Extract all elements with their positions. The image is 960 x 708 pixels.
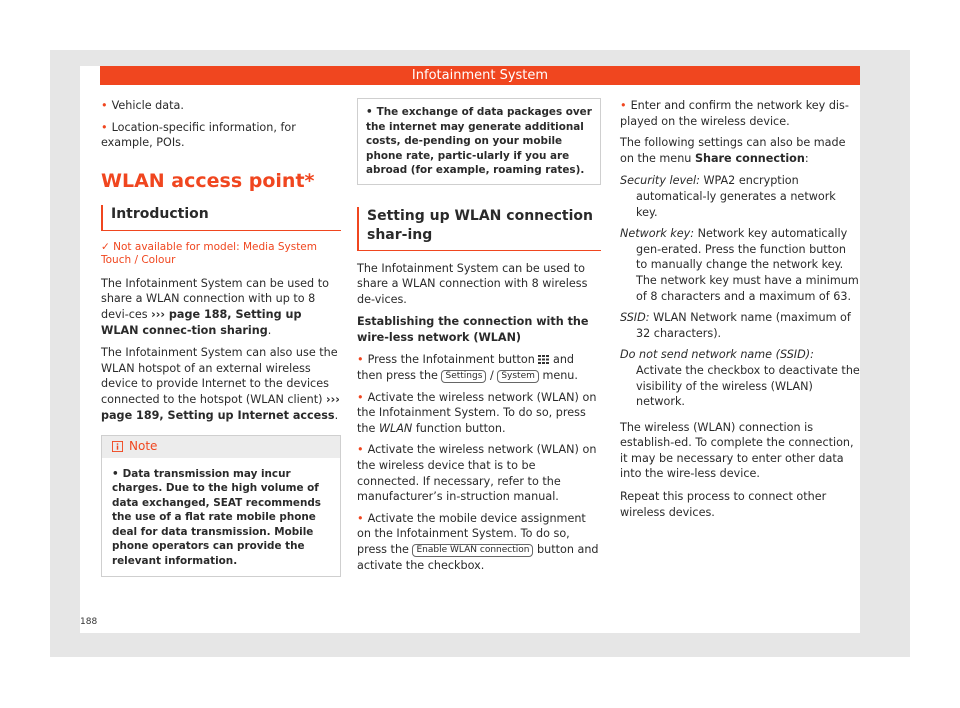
paragraph: The Infotainment System can be used to share a WLAN connection with 8 wireless de-vices.	[357, 261, 588, 306]
subsection-heading: Setting up WLAN connection shar-ing	[357, 207, 601, 251]
note-box	[101, 435, 341, 577]
wlan-function-label: WLAN	[378, 421, 413, 435]
definition-term: Security level:	[620, 174, 700, 188]
list-item: • Location-specific information, for example, POIs.	[101, 120, 296, 150]
definition-item	[620, 310, 860, 341]
page-reference-link[interactable]: ››› page 189, Setting up Internet access	[101, 392, 340, 422]
column-right	[620, 98, 860, 527]
list-item: • Vehicle data.	[101, 99, 184, 112]
paragraph: The Infotainment System can also use the WLAN hotspot of an external wireless device to provide Internet to the devices connected to the hotspot (WLAN client) ››› page 189, Setting up Internet access.	[101, 346, 340, 422]
list-item: • Activate the mobile device assignment on the Infotainment System. To do so, press the Enable WLAN connection button and activate the checkbox.	[357, 511, 599, 572]
note-label: Note	[129, 439, 158, 454]
paragraph: The Infotainment System can be used to share a WLAN connection with up to 8 devi-ces ››› page 188, Setting up WLAN connec-tion sharing.	[101, 276, 329, 337]
list-item: • Activate the wireless network (WLAN) on the Infotainment System. To do so, press the WLAN function button.	[357, 390, 597, 435]
bullet-icon: •	[357, 390, 364, 404]
note-header	[102, 436, 340, 458]
subsection-heading: Introduction	[101, 205, 341, 231]
list-item: • Activate the wireless network (WLAN) on the wireless device that is to be connected. If necessary, refer to the manufacturer’s in-struction manual.	[357, 443, 597, 504]
availability-note: ✓ Not available for model: Media System Touch / Colour	[101, 240, 317, 267]
header-bar	[100, 66, 860, 85]
bullet-icon: •	[366, 106, 373, 118]
definition-item	[620, 173, 860, 220]
definition-item	[620, 226, 860, 304]
definition-term: SSID:	[620, 311, 650, 325]
header-title: Infotainment System	[411, 68, 549, 83]
section-title: WLAN access point*	[101, 169, 315, 192]
column-left	[101, 98, 341, 577]
definition-term: Do not send network name (SSID):	[620, 348, 814, 362]
list-item: • Press the Infotainment button and then press the Settings / System menu.	[357, 353, 578, 383]
definition-desc: Activate the checkbox to deactivate the visibility of the wireless (WLAN) network.	[636, 363, 860, 409]
page-reference-link[interactable]: ››› page 188, Setting up WLAN connec-tion sharing	[101, 307, 302, 337]
info-icon	[112, 441, 123, 452]
definition-item	[620, 347, 860, 409]
enable-wlan-connection-button[interactable]: Enable WLAN connection	[412, 544, 533, 557]
column-middle	[357, 98, 601, 579]
definition-desc: WLAN Network name (maximum of 32 characters).	[636, 311, 851, 340]
bullet-icon: •	[101, 120, 108, 134]
bold-heading: Establishing the connection with the wire-less network (WLAN)	[357, 315, 589, 344]
note-body: • Data transmission may incur charges. Due to the high volume of data exchanged, SEAT recommends the use of a flat rate mobile phone deal for data transmission. Mobile phone operators can provide the relevant information.	[112, 467, 321, 567]
paragraph: The following settings can also be made on the menu Share connection:	[620, 136, 846, 165]
settings-button[interactable]: Settings	[441, 370, 486, 383]
bullet-icon: •	[620, 99, 627, 112]
definition-desc: Network key automatically gen-erated. Press the function button to manually change the network key. The network key must have a minimum of 8 characters and a maximum of 63.	[636, 227, 859, 303]
paragraph: Repeat this process to connect other wireless devices.	[620, 490, 827, 519]
menu-grid-icon	[538, 355, 549, 364]
definition-term: Network key:	[620, 227, 695, 241]
system-button[interactable]: System	[497, 370, 539, 383]
definition-desc: WPA2 encryption automatical-ly generates a network key.	[636, 174, 836, 219]
bullet-icon: •	[357, 511, 364, 525]
list-item: • Enter and confirm the network key dis-played on the wireless device.	[620, 99, 849, 128]
bullet-icon: •	[357, 353, 364, 367]
share-connection-label: Share connection	[694, 151, 805, 165]
cost-warning-box: • The exchange of data packages over the internet may generate additional costs, de-pending on your mobile phone rate, partic-ularly if you are abroad (for example, roaming rates).	[357, 98, 601, 185]
page-number: 188	[80, 617, 98, 627]
bullet-icon: •	[357, 443, 364, 457]
bullet-icon: •	[112, 467, 119, 480]
paragraph: The wireless (WLAN) connection is establish-ed. To complete the connection, it may be necessary to enter other data into the wire-less device.	[620, 420, 854, 481]
bullet-icon: •	[101, 99, 108, 112]
check-icon: ✓	[101, 240, 110, 253]
